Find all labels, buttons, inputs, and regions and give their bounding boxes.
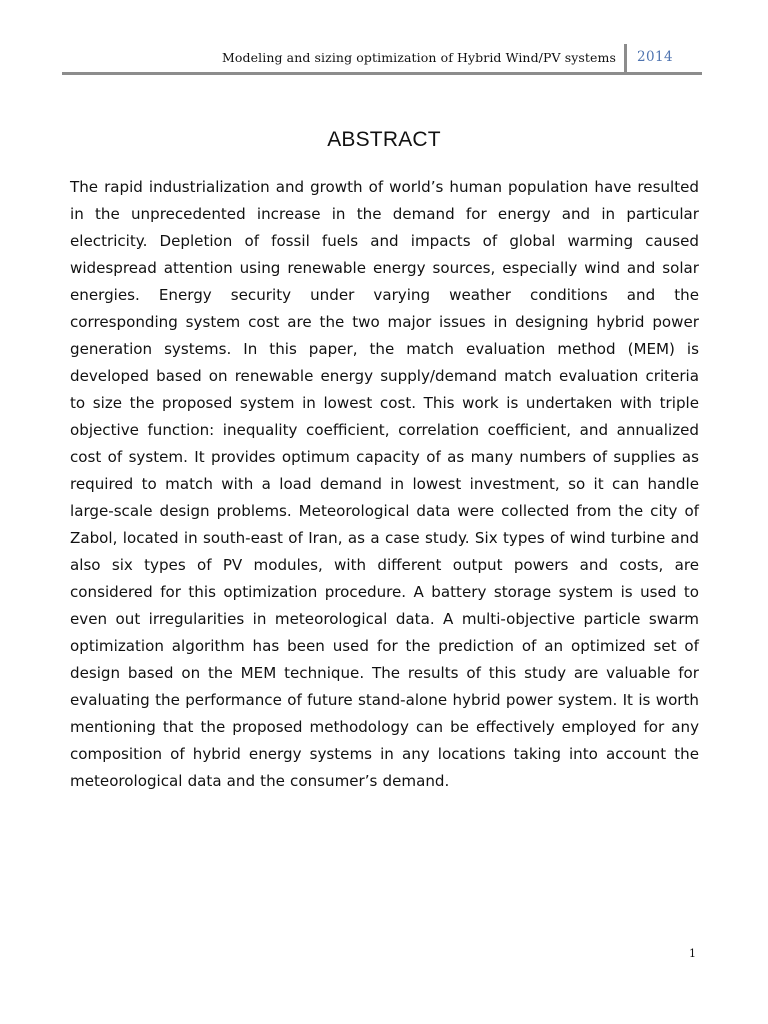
- header-year: 2014: [637, 49, 673, 65]
- header-divider: [624, 44, 627, 72]
- running-header: [62, 44, 702, 78]
- abstract-body: The rapid industrialization and growth of world’s human population have resulted in the unprecedented increase in the demand for energy and in particular electricity. Depletion of fossil fuels and impacts of global warming caused widespread attention using renewable energy sources, especially wind and solar energies. Energy security under varying weather conditions and the corresponding system cost are the two major issues in designing hybrid power generation systems. In this paper, the match evaluation method (MEM) is developed based on renewable energy supply/demand match evaluation criteria to size the proposed system in lowest cost. This work is undertaken with triple objective function: inequality coefficient, correlation coefficient, and annualized cost of system. It provides optimum capacity of as many numbers of supplies as required to match with a load demand in lowest investment, so it can handle large-scale design problems. Meteorological data were collected from the city of Zabol, located in south-east of Iran, as a case study. Six types of wind turbine and also six types of PV modules, with different output powers and costs, are considered for this optimization procedure. A battery storage system is used to even out irregularities in meteorological data. A multi-objective particle swarm optimization algorithm has been used for the prediction of an optimized set of design based on the MEM technique. The results of this study are valuable for evaluating the performance of future stand-alone hybrid power system. It is worth mentioning that the proposed methodology can be effectively employed for any composition of hybrid energy systems in any locations taking into account the meteorological data and the consumer’s demand.: [70, 178, 699, 790]
- header-title: Modeling and sizing optimization of Hybrid Wind/PV systems: [222, 50, 616, 65]
- header-rule: [62, 72, 702, 75]
- abstract-heading: ABSTRACT: [327, 128, 441, 151]
- page-number: 1: [689, 947, 696, 960]
